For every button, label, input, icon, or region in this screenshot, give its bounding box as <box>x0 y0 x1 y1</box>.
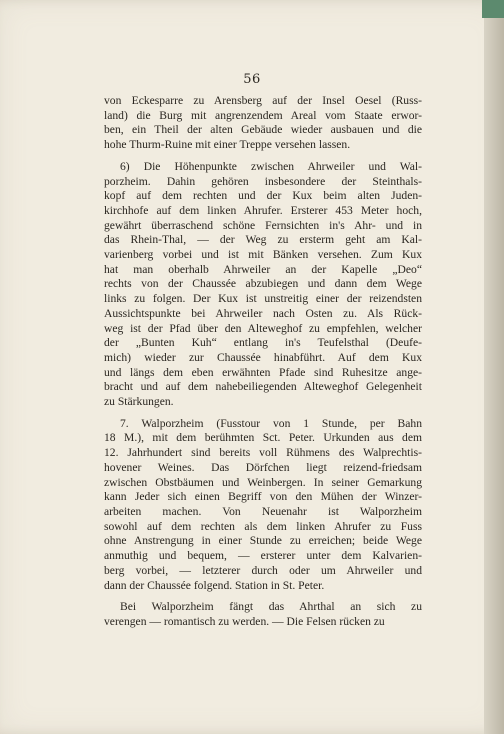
text-line: der „Bunten Kuh“ entlang in's Teufelsthal (Deufe- <box>104 336 422 350</box>
text-line: land) die Burg mit angrenzendem Areal vom Staate erwor- <box>104 108 422 122</box>
text-line: zwischen Obstbäumen und Weinbergen. In seiner Gemarkung <box>104 475 422 489</box>
page-number: 56 <box>243 72 261 87</box>
text-line: Bei Walporzheim fängt das Ahrthal an sich zu <box>120 600 422 614</box>
text-line: kirchhofe auf dem linken Ahrufer. Ersterer 453 Meter hoch, <box>104 203 422 217</box>
text-line: weg ist der Pfad über den Alteweghof zu empfehlen, welcher <box>104 321 422 335</box>
text-line: mich) wieder zur Chaussée hinabführt. Auf dem Kux <box>104 350 422 364</box>
paragraph <box>104 417 422 593</box>
text-line: arbeiten machen. Von Neuenahr ist Walporzheim <box>104 504 422 518</box>
text-line: verengen — romantisch zu werden. — Die Felsen rücken zu <box>104 614 385 628</box>
text-line: gewährt überraschend schöne Fernsichten in's Ahr- und in <box>104 218 422 232</box>
text-line: rechts von der Chaussée abzubiegen und dann dem Wege <box>104 277 422 291</box>
text-line: und längs dem eben erwähnten Pfade sind Ruhesitze ange- <box>104 365 422 379</box>
text-line: berg vorbei, — letzterer durch oder um Ahrweiler und <box>104 563 422 577</box>
text-line: von Eckesparre zu Arensberg auf der Insel Oesel (Russ- <box>104 94 422 107</box>
text-line: porzheim. Dahin gehören insbesondere der Steinthals- <box>104 174 422 188</box>
text-line: sowohl auf dem rechten als dem linken Ahrufer zu Fuss <box>104 519 422 533</box>
text-line: 12. Jahrhundert sind bereits voll Rühmens des Walprechtis- <box>104 446 422 460</box>
text-line: varienberg vorbei und ist mit Bänken versehen. Zum Kux <box>104 248 422 262</box>
text-line: hohe Thurm-Ruine mit einer Treppe versehen lassen. <box>104 138 351 152</box>
corner-tab-marker <box>482 0 504 18</box>
paragraph <box>104 160 422 410</box>
paragraph <box>104 600 422 629</box>
text-line: zu Stärkungen. <box>104 395 174 409</box>
paragraph <box>104 94 422 153</box>
text-line: 18 M.), mit dem berühmten Sct. Peter. Urkunden aus dem <box>104 431 422 445</box>
body-text <box>104 94 422 630</box>
page-edge <box>484 0 504 734</box>
text-line: bracht und auf dem nahebeiliegenden Alteweghof Gelegenheit <box>104 380 422 394</box>
text-line: 6) Die Höhenpunkte zwischen Ahrweiler und Wal- <box>120 159 422 173</box>
text-line: hat man oberhalb Ahrweiler an der Kapelle „Deo“ <box>104 262 422 276</box>
text-line: ben, ein Theil der alten Gebäude wieder ausbauen und die <box>104 123 422 137</box>
text-line: dann der Chaussée folgend. Station in St. Peter. <box>104 578 325 592</box>
text-line: kopf auf dem rechten und der Kux beim alten Juden- <box>104 189 422 203</box>
text-line: das Rhein-Thal, — der Weg zu ersterm geht am Kal- <box>104 233 422 247</box>
text-line: anmuthig und bequem, — ersterer unter dem Kalvarien- <box>104 549 422 563</box>
text-line: links zu folgen. Der Kux ist unstreitig einer der reizendsten <box>104 292 422 306</box>
text-line: ohne Anstrengung in einer Stunde zu erreichen; beide Wege <box>104 534 422 548</box>
text-line: kann Jeder sich einen Begriff von den Mühen der Winzer- <box>104 490 422 504</box>
text-line: 7. Walporzheim (Fusstour von 1 Stunde, per Bahn <box>120 416 422 430</box>
text-line: hovener Weines. Das Dörfchen liegt reizend-friedsam <box>104 460 422 474</box>
text-line: Aussichtspunkte bei Ahrweiler nach Osten zu. Als Rück- <box>104 306 422 320</box>
